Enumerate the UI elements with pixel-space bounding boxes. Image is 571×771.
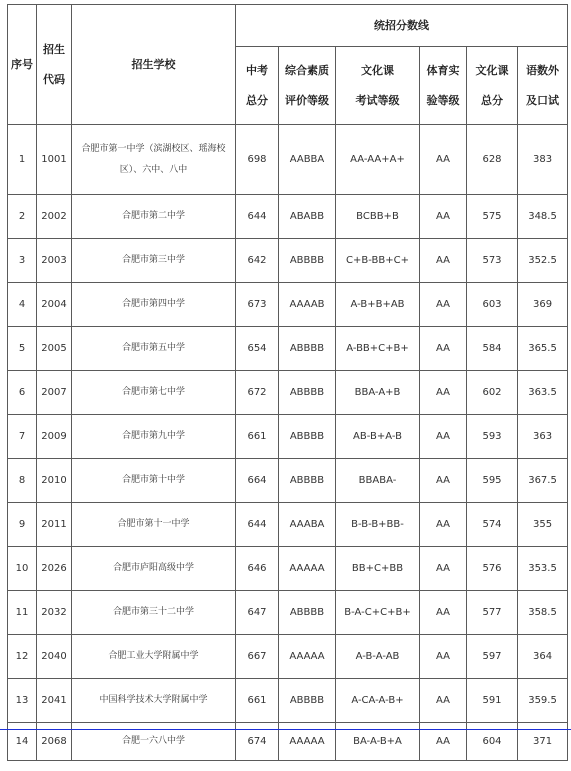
admission-score-table (7, 4, 568, 761)
header-pe (420, 47, 467, 125)
cell-school: 合肥市第七中学 (72, 371, 236, 415)
cell-pe: AA (420, 723, 467, 761)
cell-total: 642 (236, 239, 279, 283)
cell-total: 667 (236, 635, 279, 679)
cell-quality: AAAAA (279, 547, 336, 591)
header-lang-line2: 及口试 (526, 93, 560, 107)
table-row (8, 547, 568, 591)
cell-school: 合肥市第九中学 (72, 415, 236, 459)
header-lang-line1: 语数外 (526, 63, 560, 77)
cell-code: 2003 (37, 239, 72, 283)
header-culture-total-line2: 总分 (481, 93, 503, 107)
cell-quality: ABBBB (279, 415, 336, 459)
cell-culture: A-BB+C+B+ (336, 327, 420, 371)
table-row (8, 327, 568, 371)
cell-culture-total: 574 (467, 503, 518, 547)
table-row (8, 591, 568, 635)
cell-culture: BA-A-B+A (336, 723, 420, 761)
cell-lang: 358.5 (518, 591, 568, 635)
cell-pe: AA (420, 195, 467, 239)
cell-culture: BBABA- (336, 459, 420, 503)
cell-school: 合肥市第四中学 (72, 283, 236, 327)
cell-pe: AA (420, 503, 467, 547)
cell-total: 647 (236, 591, 279, 635)
cell-code: 2005 (37, 327, 72, 371)
cell-culture-total: 593 (467, 415, 518, 459)
cell-code: 1001 (37, 125, 72, 195)
cell-seq: 12 (8, 635, 37, 679)
cell-culture-total: 591 (467, 679, 518, 723)
cell-lang: 353.5 (518, 547, 568, 591)
cell-culture: C+B-BB+C+ (336, 239, 420, 283)
cell-school: 合肥一六八中学 (72, 723, 236, 761)
cell-culture-total: 575 (467, 195, 518, 239)
cell-pe: AA (420, 125, 467, 195)
header-seq: 序号 (8, 5, 37, 125)
cell-seq: 8 (8, 459, 37, 503)
cell-pe: AA (420, 327, 467, 371)
cell-total: 644 (236, 503, 279, 547)
cell-code: 2068 (37, 723, 72, 761)
cell-seq: 11 (8, 591, 37, 635)
cell-pe: AA (420, 679, 467, 723)
cell-seq: 1 (8, 125, 37, 195)
cell-culture: A-B+B+AB (336, 283, 420, 327)
cell-seq: 5 (8, 327, 37, 371)
cell-total: 664 (236, 459, 279, 503)
cell-quality: AAAAA (279, 635, 336, 679)
cell-seq: 10 (8, 547, 37, 591)
header-pe-line2: 验等级 (426, 93, 460, 107)
cell-school: 合肥市第三中学 (72, 239, 236, 283)
cell-culture-total: 603 (467, 283, 518, 327)
header-school: 招生学校 (72, 5, 236, 125)
header-code-line2: 代码 (43, 72, 65, 86)
cell-quality: ABBBB (279, 679, 336, 723)
cell-code: 2041 (37, 679, 72, 723)
cell-seq: 4 (8, 283, 37, 327)
cell-culture: AA-AA+A+ (336, 125, 420, 195)
cell-code: 2009 (37, 415, 72, 459)
cell-culture: B-B-B+BB- (336, 503, 420, 547)
header-total-line2: 总分 (246, 93, 268, 107)
table-row (8, 239, 568, 283)
cell-code: 2007 (37, 371, 72, 415)
cursor-line (0, 729, 571, 730)
cell-culture-total: 597 (467, 635, 518, 679)
header-total-line1: 中考 (246, 63, 268, 77)
header-culture (336, 47, 420, 125)
header-culture-total-line1: 文化课 (475, 63, 509, 77)
table-row (8, 415, 568, 459)
cell-lang: 364 (518, 635, 568, 679)
cell-pe: AA (420, 547, 467, 591)
cell-pe: AA (420, 371, 467, 415)
cell-lang: 383 (518, 125, 568, 195)
cell-culture: BCBB+B (336, 195, 420, 239)
cell-code: 2032 (37, 591, 72, 635)
cell-quality: ABBBB (279, 327, 336, 371)
cell-seq: 2 (8, 195, 37, 239)
table-row (8, 371, 568, 415)
cell-quality: ABBBB (279, 371, 336, 415)
cell-code: 2002 (37, 195, 72, 239)
cell-culture: BB+C+BB (336, 547, 420, 591)
cell-lang: 371 (518, 723, 568, 761)
cell-pe: AA (420, 283, 467, 327)
cell-culture: BBA-A+B (336, 371, 420, 415)
cell-total: 698 (236, 125, 279, 195)
cell-total: 672 (236, 371, 279, 415)
cell-pe: AA (420, 459, 467, 503)
header-culture-line1: 文化课 (361, 63, 394, 77)
cell-quality: ABBBB (279, 591, 336, 635)
cell-school: 合肥市庐阳高级中学 (72, 547, 236, 591)
cell-total: 646 (236, 547, 279, 591)
header-culture-line2: 考试等级 (355, 93, 400, 107)
cell-quality: AAAAB (279, 283, 336, 327)
table-row (8, 503, 568, 547)
cell-pe: AA (420, 591, 467, 635)
cell-lang: 363.5 (518, 371, 568, 415)
cell-pe: AA (420, 415, 467, 459)
cell-pe: AA (420, 635, 467, 679)
cell-total: 644 (236, 195, 279, 239)
cell-seq: 13 (8, 679, 37, 723)
table-body (8, 125, 568, 761)
cell-seq: 9 (8, 503, 37, 547)
header-quality-line1: 综合素质 (285, 63, 329, 77)
cell-culture: B-A-C+C+B+ (336, 591, 420, 635)
cell-school-line2: 区）、六中、八中 (119, 164, 188, 175)
cell-school: 合肥市第五中学 (72, 327, 236, 371)
cell-total: 654 (236, 327, 279, 371)
cell-code: 2040 (37, 635, 72, 679)
cell-lang: 363 (518, 415, 568, 459)
cell-school: 合肥市第十中学 (72, 459, 236, 503)
header-pe-line1: 体育实 (426, 63, 460, 77)
cell-code: 2011 (37, 503, 72, 547)
cell-school (72, 125, 236, 195)
header-code-line1: 招生 (43, 42, 65, 56)
cell-total: 673 (236, 283, 279, 327)
cell-quality: ABBBB (279, 459, 336, 503)
cell-lang: 369 (518, 283, 568, 327)
cell-culture-total: 577 (467, 591, 518, 635)
cell-code: 2026 (37, 547, 72, 591)
cell-culture: AB-B+A-B (336, 415, 420, 459)
header-quality (279, 47, 336, 125)
cell-culture-total: 595 (467, 459, 518, 503)
table-row (8, 679, 568, 723)
table-row (8, 283, 568, 327)
cell-school: 合肥市第二中学 (72, 195, 236, 239)
cell-culture: A-B-A-AB (336, 635, 420, 679)
cell-total: 674 (236, 723, 279, 761)
header-code (37, 5, 72, 125)
cell-school: 合肥市第三十二中学 (72, 591, 236, 635)
cell-lang: 359.5 (518, 679, 568, 723)
cell-culture-total: 573 (467, 239, 518, 283)
cell-seq: 6 (8, 371, 37, 415)
cell-culture-total: 628 (467, 125, 518, 195)
cell-school: 合肥市第十一中学 (72, 503, 236, 547)
cell-seq: 7 (8, 415, 37, 459)
table-row (8, 195, 568, 239)
table-header (8, 5, 568, 125)
cell-quality: AAAAA (279, 723, 336, 761)
header-lang (518, 47, 568, 125)
header-group: 统招分数线 (236, 5, 568, 47)
cell-code: 2004 (37, 283, 72, 327)
header-culture-total (467, 47, 518, 125)
cell-quality: ABABB (279, 195, 336, 239)
cell-lang: 348.5 (518, 195, 568, 239)
cell-lang: 355 (518, 503, 568, 547)
cell-lang: 367.5 (518, 459, 568, 503)
cell-culture-total: 602 (467, 371, 518, 415)
table-row (8, 125, 568, 195)
cell-seq: 3 (8, 239, 37, 283)
cell-culture-total: 584 (467, 327, 518, 371)
header-total (236, 47, 279, 125)
cell-lang: 365.5 (518, 327, 568, 371)
cell-culture-total: 576 (467, 547, 518, 591)
cell-seq: 14 (8, 723, 37, 761)
cell-culture: A-CA-A-B+ (336, 679, 420, 723)
cell-quality: AABBA (279, 125, 336, 195)
cell-lang: 352.5 (518, 239, 568, 283)
cell-quality: AAABA (279, 503, 336, 547)
cell-total: 661 (236, 415, 279, 459)
header-quality-line2: 评价等级 (285, 93, 329, 107)
cell-quality: ABBBB (279, 239, 336, 283)
cell-total: 661 (236, 679, 279, 723)
cell-culture-total: 604 (467, 723, 518, 761)
cell-pe: AA (420, 239, 467, 283)
cell-school-line1: 合肥市第一中学（滨湖校区、瑶海校 (81, 143, 226, 154)
table-row (8, 635, 568, 679)
cell-school: 中国科学技术大学附属中学 (72, 679, 236, 723)
table-row (8, 459, 568, 503)
cell-code: 2010 (37, 459, 72, 503)
cell-school: 合肥工业大学附属中学 (72, 635, 236, 679)
